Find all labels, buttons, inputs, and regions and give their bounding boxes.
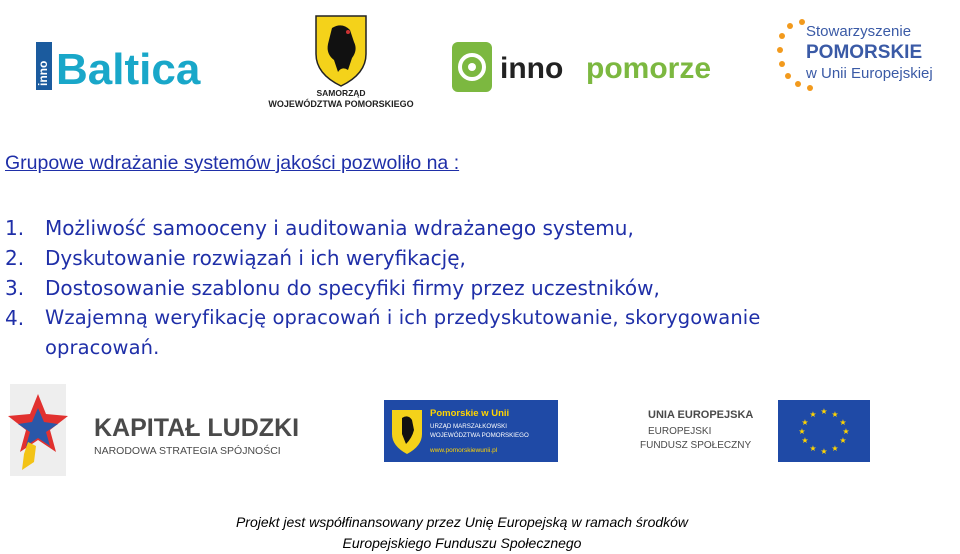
pomorskie-w-unii-logo [384,400,558,462]
ue-line1: UNIA EUROPEJSKA [648,409,754,421]
kapital-ludzki-star-icon [8,384,68,476]
stowarzyszenie-logo [776,18,958,98]
page-heading: Grupowe wdrażanie systemów jakości pozwoliło na : [5,152,460,174]
stowarzyszenie-line1: Stowarzyszenie [806,23,912,40]
svg-text:★: ★ [809,444,817,453]
svg-text:★: ★ [801,418,809,427]
svg-text:★: ★ [831,444,839,453]
list-item-number: 1. [5,216,25,240]
pomorskie-unii-line1: URZĄD MARSZAŁKOWSKI [430,423,508,430]
samorzad-line2: WOJEWÓDZTWA POMORSKIEGO [268,99,414,109]
eu-flag-icon [778,400,870,462]
list-item [5,303,955,363]
svg-text:★: ★ [831,410,839,419]
numbered-list [5,213,955,363]
svg-text:★: ★ [842,427,850,436]
innobaltica-prefix: inno [36,60,50,86]
list-item-text: Możliwość samooceny i auditowania wdrażanego systemu, [45,216,634,240]
svg-text:★: ★ [820,447,828,456]
innopomorze-part2: pomorze [586,52,712,85]
svg-text:★: ★ [820,407,828,416]
footer-note [0,512,924,554]
list-item-number: 3. [5,276,25,300]
svg-text:★: ★ [839,418,847,427]
list-item [5,213,955,243]
footer-line2: Europejskiego Funduszu Społecznego [342,535,582,551]
svg-text:★: ★ [798,427,806,436]
kapital-ludzki-logo [6,384,306,482]
samorzad-logo [262,14,420,110]
pomorskie-unii-url: www.pomorskiewunii.pl [430,447,498,454]
svg-text:★: ★ [809,410,817,419]
ue-line3: FUNDUSZ SPOŁECZNY [640,440,752,451]
ue-line2: EUROPEJSKI [648,426,712,437]
stowarzyszenie-line3: w Unii Europejskiej [806,65,933,82]
list-item [5,273,955,303]
list-item-number: 2. [5,246,25,270]
innopomorze-logo [452,40,744,94]
griffin-crest-icon [316,16,366,86]
samorzad-line1: SAMORZĄD [316,88,366,98]
footer-line1: Projekt jest współfinansowany przez Unię Europejską w ramach środków [235,514,689,530]
kapital-title: KAPITAŁ LUDZKI [94,414,300,442]
svg-text:★: ★ [839,436,847,445]
unia-europejska-logo [640,400,870,462]
pomorskie-unii-title: Pomorskie w Unii [430,408,510,419]
svg-text:★: ★ [801,436,809,445]
pomorskie-unii-line2: WOJEWÓDZTWA POMORSKIEGO [430,432,529,439]
innobaltica-logo [36,40,208,92]
list-item-text: Wzajemną weryfikację opracowań i ich przedyskutowanie, skorygowanie opracowań. [45,306,761,359]
list-item-number: 4. [5,306,25,330]
innopomorze-part1: inno [500,52,564,85]
kapital-subtitle: NARODOWA STRATEGIA SPÓJNOŚCI [94,445,281,457]
innobaltica-name: Baltica [56,45,201,92]
list-item-text: Dostosowanie szablonu do specyfiki firmy przez uczestników, [45,276,660,300]
list-item [5,243,955,273]
stowarzyszenie-line2: POMORSKIE [806,42,923,63]
list-item-text: Dyskutowanie rozwiązań i ich weryfikację, [45,246,466,270]
